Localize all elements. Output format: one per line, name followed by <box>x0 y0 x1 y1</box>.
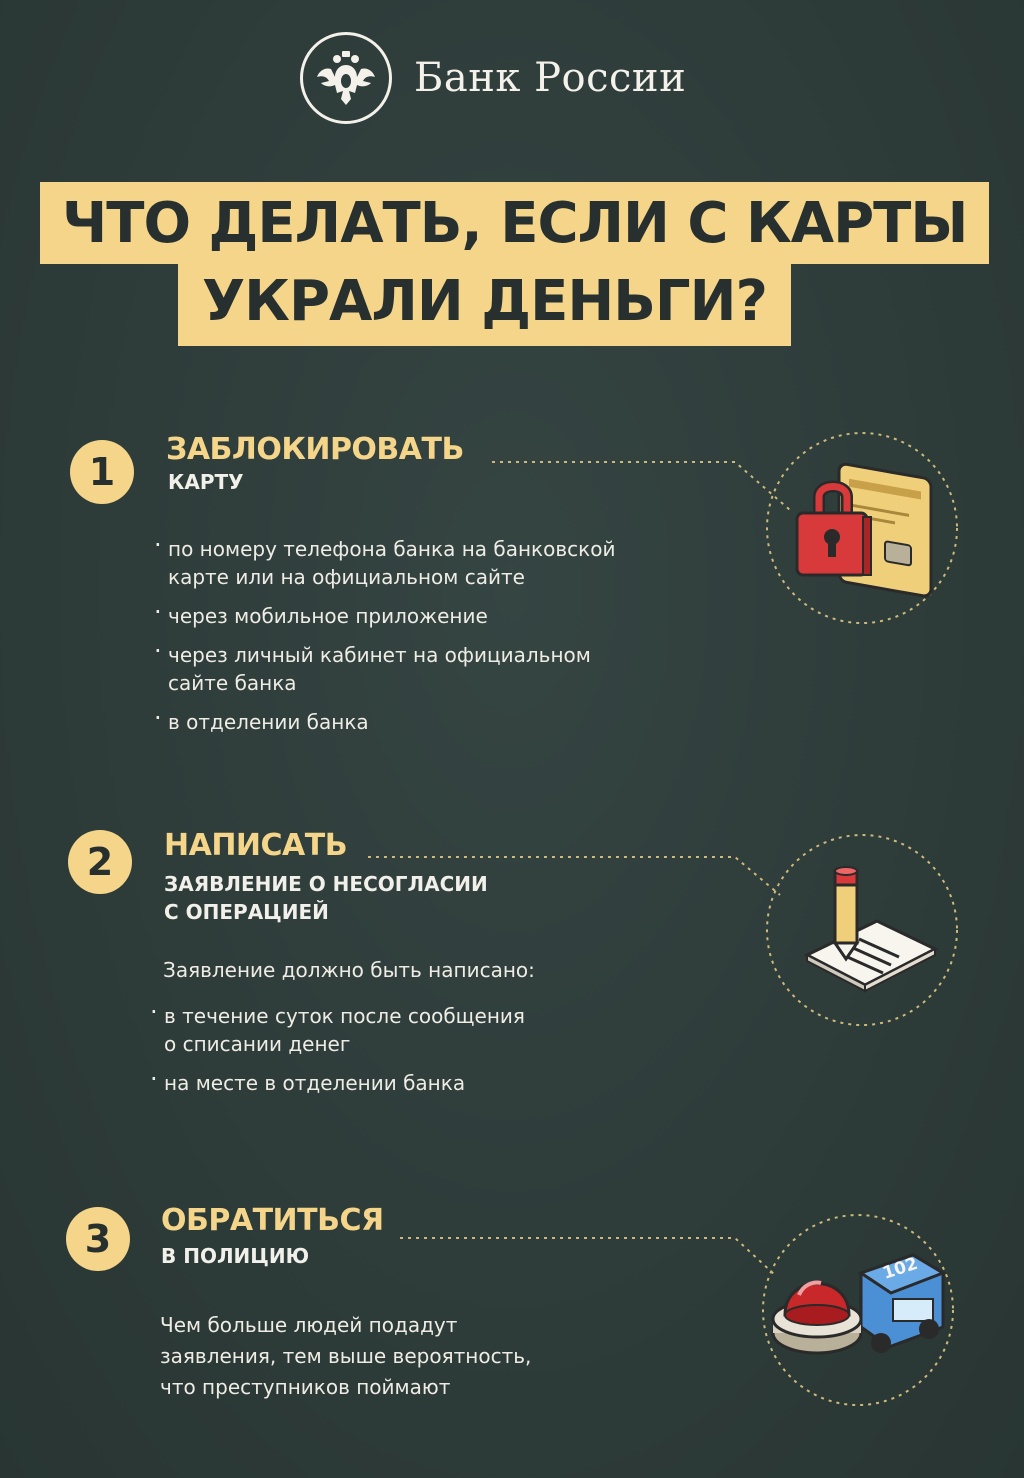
step-2-intro: Заявление должно быть написано: <box>163 958 535 982</box>
step-1-number: 1 <box>70 440 134 504</box>
page-title-line-2: УКРАЛИ ДЕНЬГИ? <box>178 262 791 346</box>
page-title-line-1: ЧТО ДЕЛАТЬ, ЕСЛИ С КАРТЫ <box>40 182 989 264</box>
step-3-heading: ОБРАТИТЬСЯ <box>161 1203 384 1238</box>
step-1-subheading: КАРТУ <box>168 470 244 494</box>
car-number-label: 102 <box>880 1253 921 1284</box>
step-3-number: 3 <box>66 1207 130 1271</box>
list-item: · на месте в отделении банка <box>152 1069 525 1097</box>
step-2-subheading-line-1: ЗАЯВЛЕНИЕ О НЕСОГЛАСИИ <box>164 872 488 896</box>
step-2-number: 2 <box>68 830 132 894</box>
step-3-paragraph: Чем больше людей подадут заявления, тем выше вероятность, что преступников поймают <box>160 1313 532 1399</box>
step-1-bullets <box>156 535 615 747</box>
step-2-subheading-line-2: С ОПЕРАЦИЕЙ <box>164 900 329 924</box>
pen-document-icon <box>767 835 957 1025</box>
list-item: · через личный кабинет на официальном сайте банка <box>156 641 615 697</box>
step-3-leader-line <box>400 1238 775 1275</box>
list-item: · в отделении банка <box>156 708 615 736</box>
bank-logo <box>300 28 686 128</box>
step-2-heading: НАПИСАТЬ <box>164 828 348 863</box>
step-3-subheading: В ПОЛИЦИЮ <box>161 1244 310 1268</box>
bank-name: Банк России <box>414 55 687 101</box>
step-1-heading: ЗАБЛОКИРОВАТЬ <box>166 432 464 467</box>
padlock-card-icon <box>767 433 957 623</box>
double-headed-eagle-icon <box>300 32 392 124</box>
list-item: · через мобильное приложение <box>156 602 615 630</box>
list-item: · по номеру телефона банка на банковской карте или на официальном сайте <box>156 535 615 591</box>
step-2-bullets <box>152 1002 525 1108</box>
police-siren-car-icon <box>763 1215 953 1405</box>
list-item: · в течение суток после сообщения о списании денег <box>152 1002 525 1058</box>
step-1-leader-line <box>492 462 790 510</box>
